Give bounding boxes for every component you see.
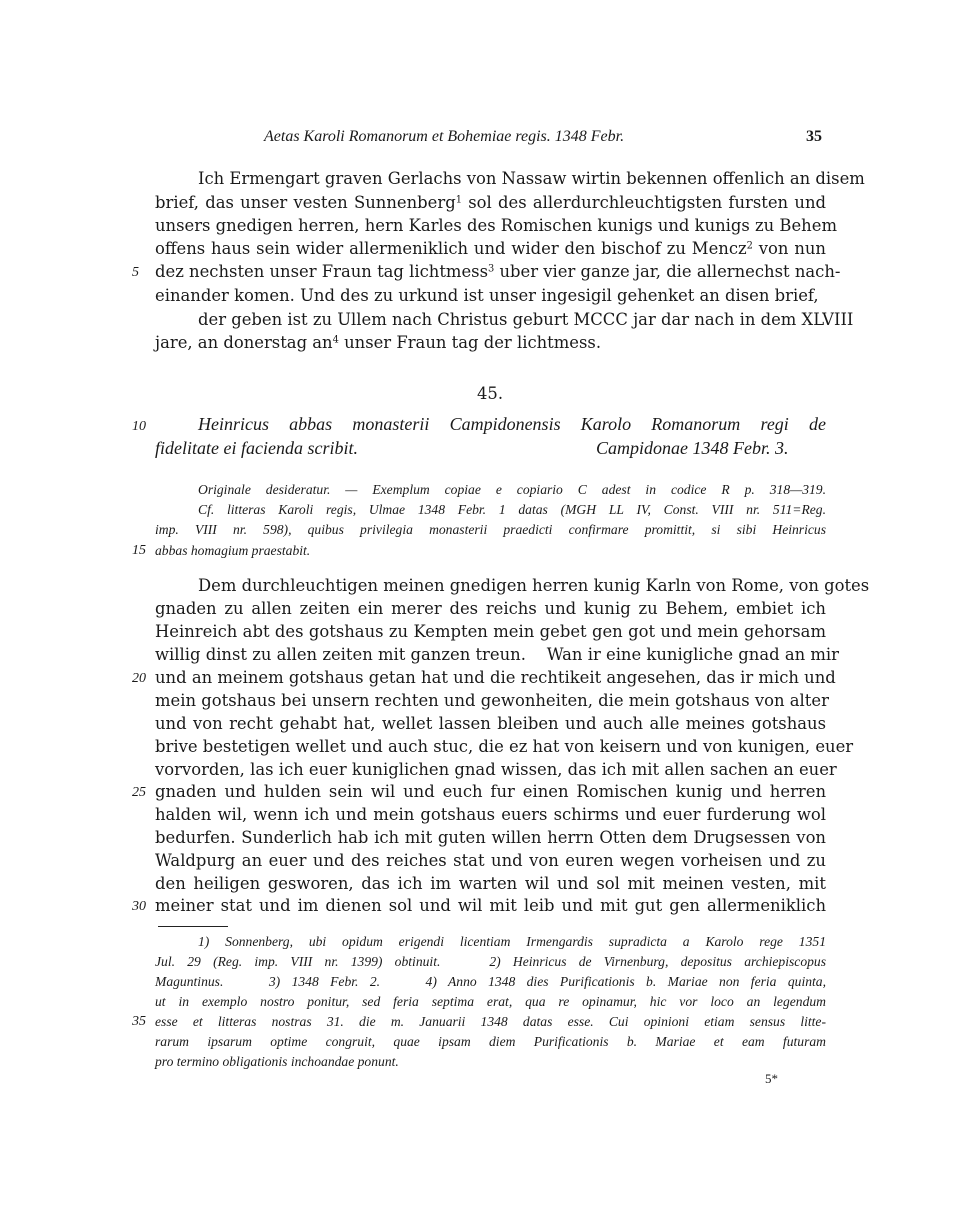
line-number: 25	[132, 785, 146, 800]
text-line: brief, das unser vesten Sunnenberg$^1$ sol des allerdurchleuchtigsten fursten und	[155, 193, 826, 212]
editorial-note: imp. VIII nr. 598), quibus privilegia monasterii praedicti confirmare promittit, si sibi Heinricus	[155, 522, 826, 537]
footnote-ref: 1	[455, 194, 462, 206]
line-number: 10	[132, 419, 146, 434]
line-number: 20	[132, 671, 146, 686]
text-line: und von recht gehabt hat, wellet lassen bleiben und auch alle meines gotshaus	[155, 714, 826, 733]
footnote-ref: 4	[332, 334, 339, 346]
text-line: der geben ist zu Ullem nach Christus geburt MCCC jar dar nach in dem XLVIII	[198, 310, 854, 329]
footnote-line: ut in exemplo nostro ponitur, sed feria septima erat, qua re opinamur, hic vor loco an legendum	[155, 994, 826, 1009]
footnote-line: esse et litteras nostras 31. die m. Januarii 1348 datas esse. Cui opinioni etiam sensus litte-	[155, 1014, 826, 1029]
text-line: willig dinst zu allen zeiten mit ganzen treun. Wan ir eine kunigliche gnad an mir	[155, 645, 839, 664]
text-line: Dem durchleuchtigen meinen gnedigen herren kunig Karln von Rome, von gotes	[198, 576, 870, 595]
editorial-note: Cf. litteras Karoli regis, Ulmae 1348 Febr. 1 datas (MGH LL IV, Const. VIII nr. 511=Reg.	[198, 502, 826, 517]
page-number: 35	[806, 128, 822, 145]
text-line: halden wil, wenn ich und mein gotshaus euers schirms und euer furderung wol	[155, 805, 826, 824]
document-title: fidelitate ei facienda scribit.	[155, 438, 358, 458]
text-line: Heinreich abt des gotshaus zu Kempten mein gebet gen got und mein gehorsam	[155, 622, 826, 641]
line-number: 15	[132, 543, 146, 558]
text-line: mein gotshaus bei unsern rechten und gewonheiten, die mein gotshaus von alter	[155, 691, 829, 710]
text-line: Waldpurg an euer und des reiches stat und von euren wegen vorheisen und zu	[155, 851, 826, 870]
footnote-line: 1) Sonnenberg, ubi opidum erigendi licentiam Irmengardis supradicta a Karolo rege 1351	[198, 934, 826, 949]
line-number: 30	[132, 899, 146, 914]
text-line: meiner stat und im dienen sol und wil mit leib und mit gut gen allermeniklich	[155, 896, 826, 915]
text-line: einander komen. Und des zu urkund ist unser ingesigil gehenket an disen brief,	[155, 286, 819, 305]
text-line: und an meinem gotshaus getan hat und die rechtikeit angesehen, das ir mich und	[155, 668, 836, 687]
running-title: Aetas Karoli Romanorum et Bohemiae regis. 1348 Febr.	[264, 128, 625, 145]
footnote-line: Jul. 29 (Reg. imp. VIII nr. 1399) obtinuit. 2) Heinricus de Virnenburg, depositus archiepiscopus	[155, 954, 826, 969]
text-line: bedurfen. Sunderlich hab ich mit guten willen herrn Otten dem Drugsessen von	[155, 828, 826, 847]
editorial-note: Originale desideratur. — Exemplum copiae e copiario C adest in codice R p. 318—319.	[198, 482, 826, 497]
text-line: brive bestetigen wellet und auch stuc, die ez hat von keisern und von kunigen, euer	[155, 737, 854, 756]
text-line: den heiligen gesworen, das ich im warten wil und sol mit meinen vesten, mit	[155, 874, 826, 893]
text-line: gnaden zu allen zeiten ein merer des reichs und kunig zu Behem, embiet ich	[155, 599, 826, 618]
footnote-ref: 2	[746, 240, 753, 252]
footnote-line: rarum ipsarum optime congruit, quae ipsam diem Purificationis b. Mariae et eam futuram	[155, 1034, 826, 1049]
editorial-note: abbas homagium praestabit.	[155, 543, 311, 558]
text-line: jare, an donerstag $an^4$ unser Fraun tag der lichtmess.	[155, 333, 602, 352]
line-number: 5	[132, 265, 139, 280]
footnote-line: pro termino obligationis inchoandae ponunt.	[155, 1054, 399, 1069]
text-line: dez nechsten unser Fraun tag lichtmess$^3$ uber vier ganze jar, die allernechst nach-	[155, 262, 841, 281]
text-line: offens haus sein wider allermeniklich und wider den bischof zu Mencz$^2$ von nun	[155, 239, 826, 258]
document-number: 45.	[477, 384, 504, 403]
footnote-rule	[158, 926, 228, 927]
text-line: gnaden und hulden sein wil und euch fur einen Romischen kunig und herren	[155, 782, 826, 801]
document-date: Campidonae 1348 Febr. 3.	[596, 438, 789, 458]
footnote-line: Maguntinus. 3) 1348 Febr. 2. 4) Anno 1348 dies Purificationis b. Mariae non feria quinta,	[155, 974, 826, 989]
line-number: 35	[132, 1014, 146, 1029]
footnote-ref: 3	[488, 263, 495, 275]
text-line: Ich Ermengart graven Gerlachs von Nassaw wirtin bekennen offenlich an disem	[198, 169, 865, 188]
document-title: Heinricus abbas monasterii Campidonensis Karolo Romanorum regi de	[198, 414, 826, 434]
text-line: vorvorden, las ich euer kuniglichen gnad wissen, das ich mit allen sachen an euer	[155, 760, 837, 779]
signature-mark: 5*	[765, 1071, 778, 1086]
text-line: unsers gnedigen herren, hern Karles des Romischen kunigs und kunigs zu Behem	[155, 216, 837, 235]
